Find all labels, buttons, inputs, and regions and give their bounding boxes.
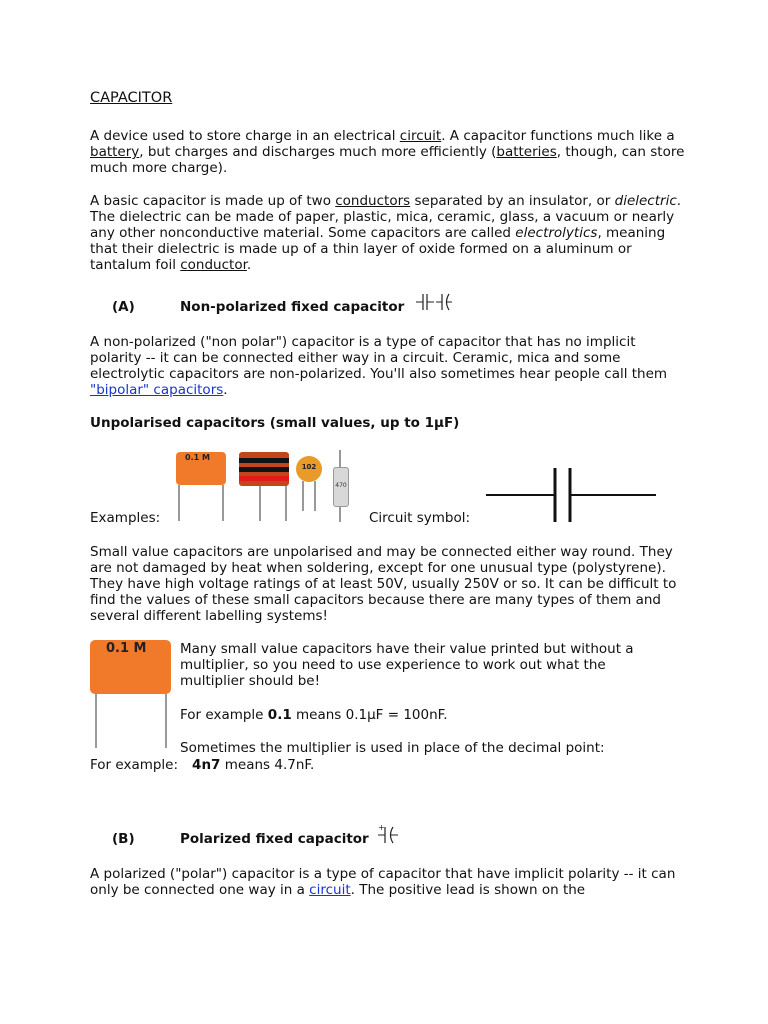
battery-link[interactable]: battery — [90, 144, 140, 160]
small-value-paragraph: Small value capacitors are unpolarised and may be connected either way round. They are not damaged by heat when soldering, except for one unusual type (polystyrene). They have high voltage ratings of at least 50V, usually 250V or so. It can be difficult to find the values of these small capacitors because there are many types of them and several different labelling systems! — [90, 544, 677, 624]
conductor-link[interactable]: conductor — [180, 257, 247, 273]
section-b-label: (B) — [112, 831, 135, 847]
multiplier-paragraph: Many small value capacitors have their value printed but without a multiplier, so you need to use experience to work out what the multiplier should be! — [180, 641, 634, 689]
circuit-symbol-label: Circuit symbol: — [369, 510, 471, 526]
batteries-link[interactable]: batteries — [496, 144, 557, 160]
examples-label: Examples: — [90, 510, 161, 526]
polar-paragraph: A polarized ("polar") capacitor is a type of capacitor that have implicit polarity -- it can only be connected one way in a circuit. The positive lead is shown on the — [90, 866, 676, 898]
example-2: For example: 4n7 means 4.7nF. — [90, 757, 315, 773]
section-a-title: Non-polarized fixed capacitor — [180, 299, 405, 315]
striped-capacitor-image — [239, 452, 289, 486]
axial-capacitor-image: 470 — [333, 467, 349, 507]
nonpolar-paragraph: A non-polarized ("non polar") capacitor is a type of capacitor that has no implicit polarity -- it can be connected either way in a circuit. Ceramic, mica and some electrolytic capacitors are non-polarized. You'll also sometimes hear people call them "bipolar" capacitors. — [90, 334, 668, 398]
polarized-capacitor-symbol-icon — [376, 823, 400, 845]
unpolarised-heading: Unpolarised capacitors (small values, up to 1µF) — [90, 415, 460, 431]
circuit-symbol-icon — [484, 466, 658, 524]
basic-paragraph: A basic capacitor is made up of two conductors separated by an insulator, or dielectric. The dielectric can be made of paper, plastic, mica, ceramic, glass, a vacuum or nearly any other nonconductive material. Some capacitors are called electrolytics, meaning that their dielectric is made up of a thin layer of oxide formed on a aluminum or tantalum foil conductor. — [90, 193, 682, 273]
circuit-link-2[interactable]: circuit — [309, 882, 351, 898]
section-a-label: (A) — [112, 299, 135, 315]
page-title: CAPACITOR — [90, 90, 173, 106]
conductors-link[interactable]: conductors — [335, 193, 411, 209]
svg-text:+: + — [378, 823, 385, 832]
sometimes-text: Sometimes the multiplier is used in place of the decimal point: — [180, 740, 605, 756]
nonpolar-capacitor-symbol-icon — [414, 291, 454, 313]
orange-capacitor-image: 0.1 M — [176, 452, 226, 485]
section-b-title: Polarized fixed capacitor — [180, 831, 369, 847]
bipolar-capacitors-link[interactable]: "bipolar" capacitors — [90, 382, 224, 398]
circuit-link[interactable]: circuit — [399, 128, 442, 144]
disc-capacitor-image: 102 — [296, 456, 322, 482]
intro-paragraph: A device used to store charge in an electrical circuit. A capacitor functions much like a battery, but charges and discharges much more efficiently (batteries, though, can store much more charge). — [90, 128, 685, 176]
example-1: For example 0.1 means 0.1µF = 100nF. — [180, 707, 448, 723]
